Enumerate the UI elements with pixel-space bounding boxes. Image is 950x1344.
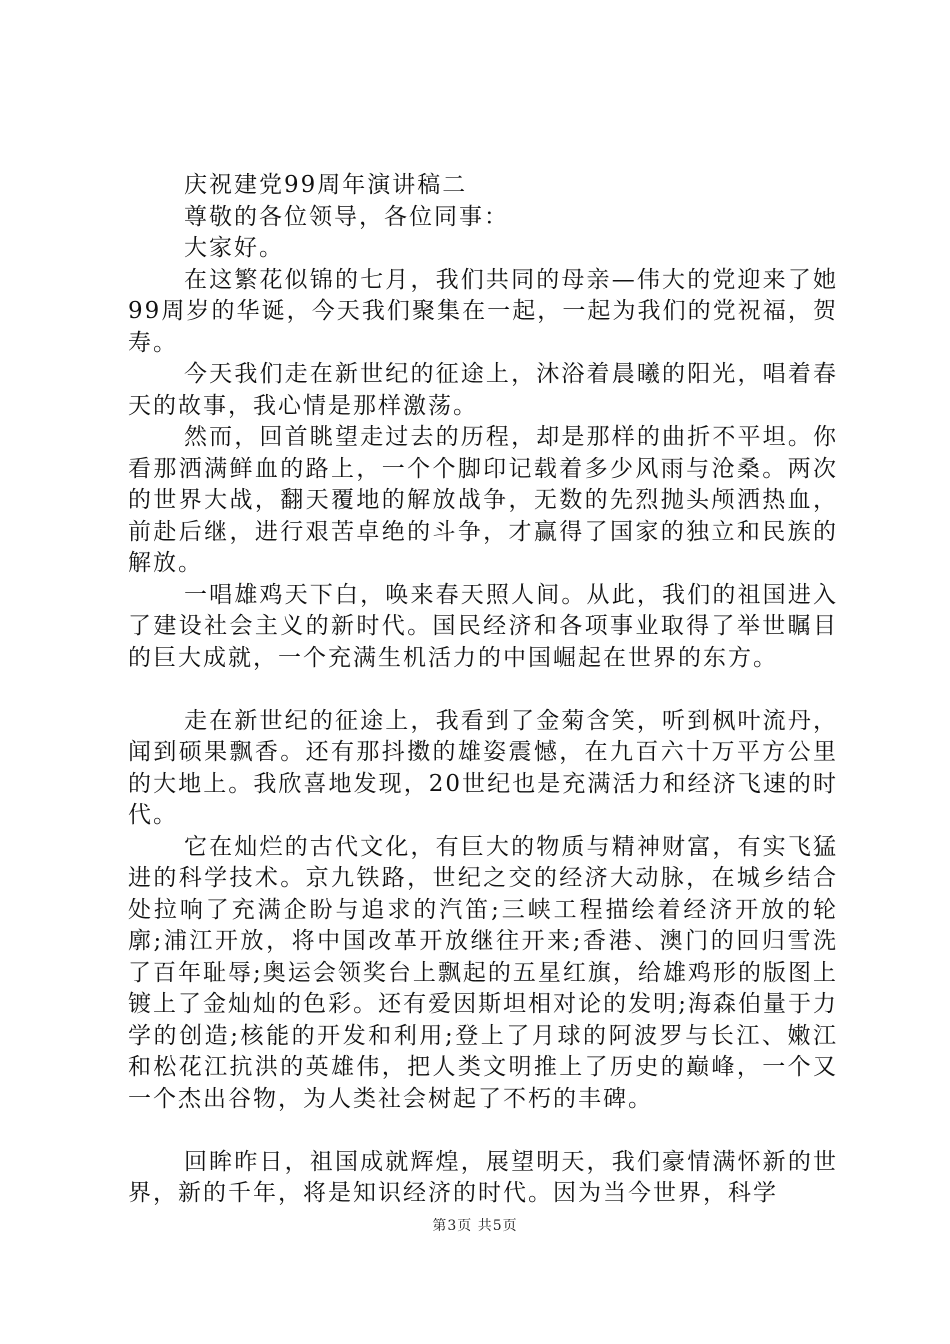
paragraph-2: 今天我们走在新世纪的征途上，沐浴着晨曦的阳光，唱着春天的故事，我心情是那样激荡。 [128, 361, 838, 419]
document-body [128, 170, 838, 1210]
paragraph-7: 回眸昨日，祖国成就辉煌，展望明天，我们豪情满怀新的世界，新的千年，将是知识经济的时代。因为当今世界，科学 [128, 1148, 838, 1206]
paragraph-spacer [128, 1115, 838, 1147]
paragraph-spacer [128, 674, 838, 706]
paragraph-3: 然而，回首眺望走过去的历程，却是那样的曲折不平坦。你看那洒满鲜血的路上，一个个脚印记载着多少风雨与沧桑。两次的世界大战，翻天覆地的解放战争，无数的先烈抛头颅洒热血，前赴后继，进行艰苦卓绝的斗争，才赢得了国家的独立和民族的解放。 [128, 424, 838, 576]
salutation: 尊敬的各位领导，各位同事： [184, 203, 509, 230]
paragraph-5: 走在新世纪的征途上，我看到了金菊含笑，听到枫叶流丹，闻到硕果飘香。还有那抖擞的雄姿震憾，在九百六十万平方公里的大地上。我欣喜地发现，20世纪也是充满活力和经济飞速的时代。 [128, 707, 838, 828]
paragraph-4: 一唱雄鸡天下白，唤来春天照人间。从此，我们的祖国进入了建设社会主义的新时代。国民经济和各项事业取得了举世瞩目的巨大成就，一个充满生机活力的中国崛起在世界的东方。 [128, 581, 838, 671]
paragraph-6: 它在灿烂的古代文化，有巨大的物质与精神财富，有实飞猛进的科学技术。京九铁路，世纪之交的经济大动脉，在城乡结合处拉响了充满企盼与追求的汽笛;三峡工程描绘着经济开放的轮廓;浦江开放，将中国改革开放继往开来;香港、澳门的回归雪洗了百年耻辱;奥运会领奖台上飘起的五星红旗，给雄鸡形的版图上镀上了金灿灿的色彩。还有爱因斯坦相对论的发明;海森伯量于力学的创造;核能的开发和利用;登上了月球的阿波罗与长江、嫩江和松花江抗洪的英雄伟，把人类文明推上了历史的巅峰，一个又一个杰出谷物，为人类社会树起了不朽的丰碑。 [128, 833, 838, 1112]
document-title: 庆祝建党99周年演讲稿二 [184, 172, 468, 198]
paragraph-1: 在这繁花似锦的七月，我们共同的母亲—伟大的党迎来了她99周岁的华诞，今天我们聚集在一起，一起为我们的党祝福，贺寿。 [128, 266, 838, 356]
greeting: 大家好。 [184, 235, 284, 261]
page-number-footer: 第3页 共5页 [432, 1218, 518, 1234]
